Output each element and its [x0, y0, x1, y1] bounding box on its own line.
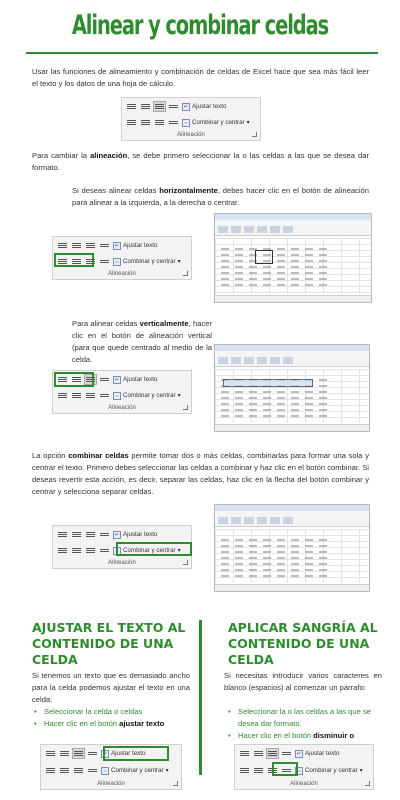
align-top-icon[interactable] [239, 749, 250, 758]
indent-icon[interactable] [99, 257, 110, 266]
ribbon-wrap-example [40, 744, 182, 790]
indent-icon[interactable] [99, 391, 110, 400]
ribbon-group-label: Alineación [177, 132, 205, 138]
merge-center-button[interactable]: ⇔ Combinar y centrar ▾ [114, 547, 181, 554]
align-right-icon[interactable] [85, 546, 96, 555]
align-center-icon[interactable] [59, 766, 70, 775]
wrap-text-icon: ↵ [102, 750, 108, 757]
merge-center-button[interactable]: ⇔ Combinar y centrar ▾ [102, 767, 169, 774]
wrap-text-button[interactable]: ↵ Ajustar texto [183, 103, 227, 110]
align-right-icon[interactable] [85, 391, 96, 400]
merge-center-button[interactable]: ⇔ Combinar y centrar ▾ [114, 258, 181, 265]
vertical-paragraph: Para alinear celdas verticalmente, hacer clic en el botón de alineación vertical (para que quede centrado al medio de la celda. [72, 319, 212, 364]
orientation-icon[interactable] [99, 375, 110, 384]
ribbon-horizontal-example [52, 236, 192, 280]
merge-center-button[interactable]: ⇔ Combinar y centrar ▾ [296, 767, 363, 774]
merge-paragraph: La opción combinar celdas permite tomar dos o más celdas, combinarlas para formar una sola y centrar el texto. Primero debes seleccionar las celdas a combinar y haz clic en el botón combinar. Si deseas revertir esta acción, es decir, separar las celdas, haz clic en la flecha del botón combinar y centrar y selecciona separar celdas. [32, 451, 370, 496]
merge-center-icon: ⇔ [114, 547, 120, 554]
section-heading-indent: APLICAR SANGRÍA AL CONTENIDO DE UNA CELDA [228, 620, 378, 667]
column-divider [199, 620, 202, 775]
align-middle-icon[interactable] [253, 749, 264, 758]
page-title: Alinear y combinar celdas [71, 10, 329, 41]
alignment-paragraph: Para cambiar la alineación, se debe primero seleccionar la o las celdas a las que se desea dar formato. [32, 151, 369, 172]
title-rule [26, 52, 378, 54]
wrap-text-icon: ↵ [114, 376, 120, 383]
merge-center-icon: ⇔ [296, 767, 302, 774]
indent-steps [226, 706, 382, 742]
align-top-icon[interactable] [57, 241, 68, 250]
indent-icon[interactable] [168, 118, 179, 127]
align-center-icon[interactable] [140, 118, 151, 127]
list-item: • Hacer clic en el botón disminuir o [226, 730, 382, 742]
excel-screenshot-vertical [214, 344, 370, 432]
align-top-icon[interactable] [45, 749, 56, 758]
highlight-wrap-button [103, 746, 169, 761]
wrap-text-button[interactable]: ↵ Ajustar texto [114, 531, 158, 538]
wrap-text-button[interactable]: ↵ Ajustar texto [102, 750, 146, 757]
list-item: • Hacer clic en el botón ajustar texto [32, 718, 192, 730]
ribbon-indent-example [234, 744, 374, 790]
merge-center-icon: ⇔ [183, 119, 189, 126]
ribbon-alignment-group [121, 97, 261, 141]
dialog-launcher-icon[interactable] [183, 405, 188, 410]
align-center-icon[interactable] [71, 391, 82, 400]
align-left-icon[interactable] [239, 766, 250, 775]
merge-center-icon: ⇔ [114, 392, 120, 399]
wrap-text-icon: ↵ [296, 750, 302, 757]
align-middle-icon[interactable] [71, 241, 82, 250]
wrap-text-steps [32, 706, 192, 730]
ribbon-group-label: Alineación [108, 271, 136, 277]
indent-icon[interactable] [87, 766, 98, 775]
orientation-icon[interactable] [168, 102, 179, 111]
align-middle-icon[interactable] [71, 530, 82, 539]
merge-center-icon: ⇔ [114, 258, 120, 265]
merge-center-button[interactable]: ⇔ Combinar y centrar ▾ [114, 392, 181, 399]
align-center-icon[interactable] [71, 546, 82, 555]
indent-icon[interactable] [99, 546, 110, 555]
excel-screenshot-horizontal [214, 213, 372, 303]
ribbon-group-label: Alineación [290, 781, 318, 787]
wrap-text-button[interactable]: ↵ Ajustar texto [114, 376, 158, 383]
wrap-text-icon: ↵ [114, 531, 120, 538]
align-bottom-icon[interactable] [85, 530, 96, 539]
align-top-icon[interactable] [126, 102, 137, 111]
align-right-icon[interactable] [154, 118, 165, 127]
dialog-launcher-icon[interactable] [365, 781, 370, 786]
intro-paragraph: Usar las funciones de alineamiento y combinación de celdas de Excel hace que sea más fácil leer el texto y los datos de una hoja de cálculo. [32, 67, 369, 88]
horizontal-paragraph: Si deseas alinear celdas horizontalmente, debes hacer clic en el botón de alineación para alinear a la izquierda, a la derecha o centrar. [72, 186, 369, 207]
align-left-icon[interactable] [126, 118, 137, 127]
align-middle-icon[interactable] [59, 749, 70, 758]
highlight-merge-button [116, 542, 192, 556]
align-center-icon[interactable] [253, 766, 264, 775]
ribbon-vertical-example [52, 370, 192, 414]
align-bottom-icon[interactable] [73, 749, 84, 758]
orientation-icon[interactable] [99, 530, 110, 539]
align-left-icon[interactable] [45, 766, 56, 775]
merge-center-icon: ⇔ [102, 767, 108, 774]
wrap-text-icon: ↵ [183, 103, 189, 110]
ribbon-merge-example [52, 525, 192, 569]
merge-center-button[interactable]: ⇔ Combinar y centrar ▾ [183, 119, 250, 126]
list-item: • Seleccionar la o las celdas a las que se desea dar formato. [226, 706, 382, 730]
align-left-icon[interactable] [57, 546, 68, 555]
align-bottom-icon[interactable] [154, 102, 165, 111]
dialog-launcher-icon[interactable] [173, 781, 178, 786]
section-heading-wrap-text: AJUSTAR EL TEXTO AL CONTENIDO DE UNA CELDA [32, 620, 186, 667]
wrap-text-button[interactable]: ↵ Ajustar texto [296, 750, 340, 757]
align-top-icon[interactable] [57, 530, 68, 539]
orientation-icon[interactable] [87, 749, 98, 758]
ribbon-group-label: Alineación [108, 560, 136, 566]
align-right-icon[interactable] [73, 766, 84, 775]
highlight-indent-buttons [272, 762, 298, 776]
align-bottom-icon[interactable] [85, 241, 96, 250]
ribbon-group-label: Alineación [97, 781, 125, 787]
orientation-icon[interactable] [281, 749, 292, 758]
align-middle-icon[interactable] [140, 102, 151, 111]
dialog-launcher-icon[interactable] [183, 271, 188, 276]
wrap-text-button[interactable]: ↵ Ajustar texto [114, 242, 158, 249]
align-bottom-icon[interactable] [267, 749, 278, 758]
highlight-horizontal-buttons [54, 253, 94, 267]
dialog-launcher-icon[interactable] [252, 132, 257, 137]
dialog-launcher-icon[interactable] [183, 560, 188, 565]
wrap-text-paragraph: Si tenemos un texto que es demasiado ancho para la celda podemos ajustar el texto en una celda: [32, 671, 190, 704]
ribbon-group-label: Alineación [108, 405, 136, 411]
wrap-text-icon: ↵ [114, 242, 120, 249]
highlight-vertical-buttons [54, 372, 94, 387]
list-item: • Seleccionar la celda o celdas [32, 706, 192, 718]
indent-paragraph: Si necesitas introducir varios caracteres en blanco (espacios) al comenzar un párrafo: [224, 671, 382, 692]
align-left-icon[interactable] [57, 391, 68, 400]
excel-screenshot-merge [214, 504, 370, 592]
orientation-icon[interactable] [99, 241, 110, 250]
